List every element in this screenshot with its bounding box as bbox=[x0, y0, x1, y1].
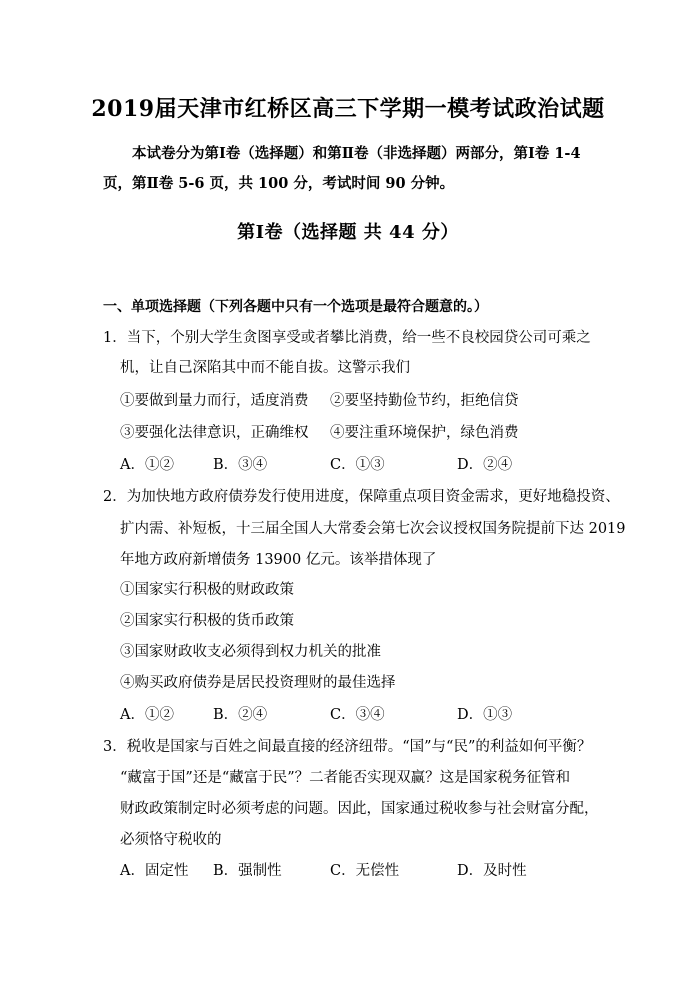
question-2-choice-d[interactable]: D．①③ bbox=[457, 707, 513, 723]
question-1-choice-a[interactable]: A．①② bbox=[120, 457, 174, 473]
question-1-choice-d[interactable]: D．②④ bbox=[457, 457, 513, 473]
question-3-stem-line-4: 必须恪守税收的 bbox=[120, 832, 222, 848]
question-3-choice-a[interactable]: A．固定性 bbox=[120, 863, 189, 879]
question-2-item-1: ①国家实行积极的财政政策 bbox=[120, 582, 294, 598]
question-2-stem-line-2: 扩内需、补短板，十三届全国人大常委会第七次会议授权国务院提前下达 2019 bbox=[120, 521, 626, 537]
question-2-stem-line-1: 2．为加快地方政府债券发行使用进度，保障重点项目资金需求，更好地稳投资、 bbox=[103, 489, 620, 505]
part-heading: 一、单项选择题（下列各题中只有一个选项是最符合题意的。） bbox=[103, 299, 488, 315]
question-2-choice-c[interactable]: C．③④ bbox=[330, 707, 385, 723]
question-2-item-3: ③国家财政收支必须得到权力机关的批准 bbox=[120, 644, 381, 660]
question-1-item-3: ③要强化法律意识，正确维权 bbox=[120, 425, 309, 441]
question-2-choice-a[interactable]: A．①② bbox=[120, 707, 174, 723]
question-3-stem-line-1: 3．税收是国家与百姓之间最直接的经济纽带。“国”与“民”的利益如何平衡？ bbox=[103, 739, 592, 755]
intro-line-1: 本试卷分为第Ⅰ卷（选择题）和第Ⅱ卷（非选择题）两部分，第Ⅰ卷 1-4 bbox=[132, 145, 581, 162]
section-title: 第Ⅰ卷（选择题 共 44 分） bbox=[237, 222, 459, 243]
question-3-choice-c[interactable]: C．无偿性 bbox=[330, 863, 400, 879]
question-1-item-4: ④要注重环境保护，绿色消费 bbox=[330, 425, 519, 441]
exam-title: 2019届天津市红桥区高三下学期一模考试政治试题 bbox=[91, 96, 605, 122]
question-3-stem-line-2: “藏富于国”还是“藏富于民”？二者能否实现双赢？这是国家税务征管和 bbox=[120, 770, 571, 786]
question-3-choice-d[interactable]: D．及时性 bbox=[457, 863, 527, 879]
question-3-stem-line-3: 财政政策制定时必须考虑的问题。因此，国家通过税收参与社会财富分配， bbox=[120, 801, 599, 817]
question-1-item-2: ②要坚持勤俭节约，拒绝信贷 bbox=[330, 393, 519, 409]
question-1-choice-b[interactable]: B．③④ bbox=[213, 457, 268, 473]
question-1-stem-line-2: 机，让自己深陷其中而不能自拔。这警示我们 bbox=[120, 360, 410, 376]
question-1-stem-line-1: 1．当下，个别大学生贪图享受或者攀比消费，给一些不良校园贷公司可乘之 bbox=[103, 330, 591, 346]
intro-line-2: 页，第Ⅱ卷 5-6 页，共 100 分，考试时间 90 分钟。 bbox=[103, 175, 455, 192]
question-2-choice-b[interactable]: B．②④ bbox=[213, 707, 268, 723]
question-1-item-1: ①要做到量力而行，适度消费 bbox=[120, 393, 309, 409]
question-2-item-4: ④购买政府债券是居民投资理财的最佳选择 bbox=[120, 675, 396, 691]
question-2-stem-line-3: 年地方政府新增债务 13900 亿元。该举措体现了 bbox=[120, 552, 437, 568]
question-3-choice-b[interactable]: B．强制性 bbox=[213, 863, 282, 879]
question-1-choice-c[interactable]: C．①③ bbox=[330, 457, 385, 473]
question-2-item-2: ②国家实行积极的货币政策 bbox=[120, 613, 294, 629]
